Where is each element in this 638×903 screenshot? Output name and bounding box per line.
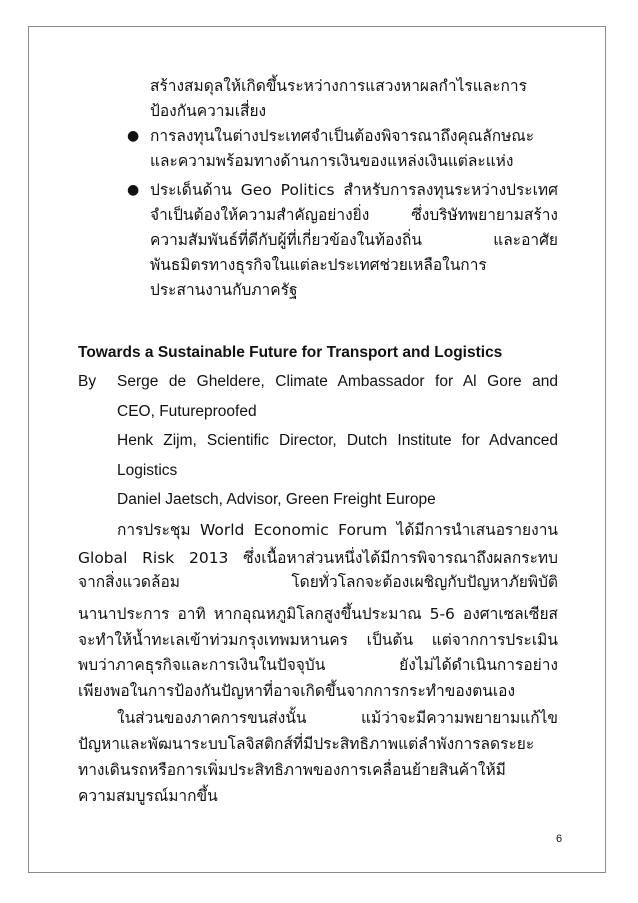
author-line-5: Daniel Jaetsch, Advisor, Green Freight Europe: [117, 491, 436, 508]
bullet-2-line-2: และความพร้อมทางด้านการเงินของแหล่งเงินแต่ละแห่ง: [150, 152, 514, 170]
section-title: Towards a Sustainable Future for Transport and Logistics: [78, 344, 503, 361]
paragraph-1-line-3: จากสิ่งแวดล้อม โดยทั่วโลกจะต้องเผชิญกับปัญหาภัยพิบัติ: [78, 573, 558, 591]
paragraph-1-line-1: การประชุม World Economic Forum ได้มีการนำเสนอรายงาน: [117, 521, 558, 539]
bullet-3-line-1: ประเด็นด้าน Geo Politics สำหรับการลงทุนระหว่างประเทศ: [150, 181, 558, 199]
paragraph-1-line-7: เพียงพอในการป้องกันปัญหาที่อาจเกิดขึ้นจากการกระทำของตนเอง: [78, 682, 516, 700]
author-line-3: Henk Zijm, Scientific Director, Dutch Institute for Advanced: [117, 432, 558, 449]
paragraph-2-line-1: ในส่วนของภาคการขนส่งนั้น แม้ว่าจะมีความพยายามแก้ไข: [117, 709, 558, 727]
bullet-3-line-2: จำเป็นต้องให้ความสำคัญอย่างยิ่ง ซึ่งบริษัทพยายามสร้าง: [150, 206, 558, 224]
bullet-3-line-3: ความสัมพันธ์ที่ดีกับผู้ที่เกี่ยวข้องในท้องถิ่น และอาศัย: [150, 231, 558, 249]
bullet-dot-icon: ●: [127, 128, 140, 144]
bullet-3-line-5: ประสานงานกับภาครัฐ: [150, 281, 298, 299]
bullet-3-line-4: พันธมิตรทางธุรกิจในแต่ละประเทศช่วยเหลือในการ: [150, 256, 487, 274]
author-line-4: Logistics: [117, 462, 178, 479]
paragraph-1-line-5: จะทำให้น้ำทะเลเข้าท่วมกรุงเทพมหานคร เป็นต้น แต่จากการประเมิน: [78, 631, 558, 649]
paragraph-1-line-4: นานาประการ อาทิ หากอุณหภูมิโลกสูงขึ้นประมาณ 5-6 องศาเซลเซียส: [78, 605, 558, 623]
bullet-1-line-2: ป้องกันความเสี่ยง: [150, 102, 267, 120]
bullet-dot-icon: ●: [127, 182, 140, 198]
bullet-1-line-1: สร้างสมดุลให้เกิดขึ้นระหว่างการแสวงหาผลกำไรและการ: [150, 77, 527, 95]
paragraph-1-line-2: Global Risk 2013 ซึ่งเนื้อหาส่วนหนึ่งได้มีการพิจารณาถึงผลกระทบ: [78, 549, 558, 567]
by-label: By: [78, 373, 97, 390]
bullet-2-line-1: การลงทุนในต่างประเทศจำเป็นต้องพิจารณาถึงคุณลักษณะ: [150, 127, 535, 145]
author-line-2: CEO, Futureproofed: [117, 403, 257, 420]
paragraph-2-line-3: ทางเดินรถหรือการเพิ่มประสิทธิภาพของการเคลื่อนย้ายสินค้าให้มี: [78, 761, 506, 779]
paragraph-1-line-6: พบว่าภาคธุรกิจและการเงินในปัจจุบัน ยังไม่ได้ดำเนินการอย่าง: [78, 656, 558, 674]
author-line-1: Serge de Gheldere, Climate Ambassador for Al Gore and: [117, 373, 558, 390]
paragraph-2-line-4: ความสมบูรณ์มากขึ้น: [78, 787, 218, 805]
paragraph-2-line-2: ปัญหาและพัฒนาระบบโลจิสติกส์ที่มีประสิทธิภาพแต่ลำพังการลดระยะ: [78, 735, 535, 753]
page-number: 6: [556, 833, 563, 845]
